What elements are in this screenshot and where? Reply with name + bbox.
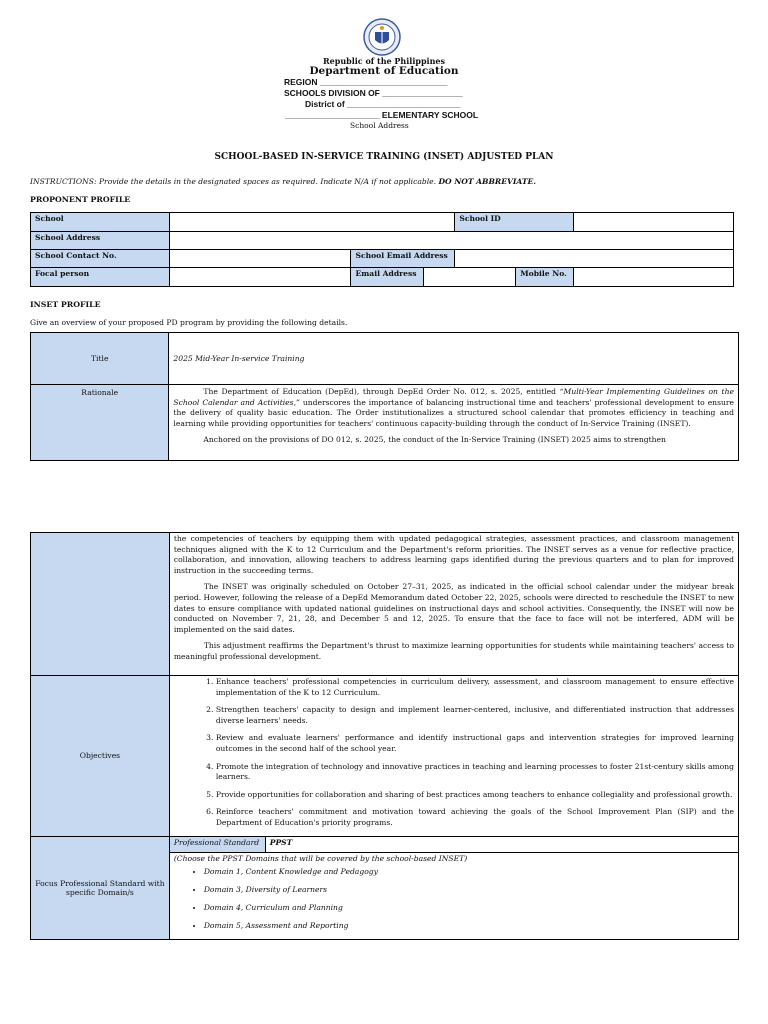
mobile-label: Mobile No. bbox=[516, 268, 574, 287]
school-email-label: School Email Address bbox=[351, 250, 455, 268]
objective-item: 2. Strengthen teachers' capacity to design and implement learner-centered, inclusive, and differentiated instruction that addresses diverse learners' needs. bbox=[216, 705, 734, 726]
title-label: Title bbox=[31, 333, 169, 385]
school-label: School bbox=[31, 213, 170, 232]
objective-item: 3. Review and evaluate learners' performance and identify instructional gaps and intervention strategies for improved learning outcomes in the second half of the school year. bbox=[216, 733, 734, 754]
focal-person-label: Focal person bbox=[31, 268, 170, 287]
inset-table-page1 bbox=[30, 332, 739, 461]
district-line: District of ________________________ bbox=[305, 99, 461, 109]
proponent-table bbox=[30, 212, 734, 287]
domain-item: • Domain 5, Assessment and Reporting bbox=[204, 921, 734, 931]
focus-standard-label: Focus Professional Standard with specific Domain/s bbox=[31, 836, 170, 939]
professional-standard-value: PPST bbox=[265, 836, 738, 852]
focal-person-field[interactable] bbox=[169, 268, 351, 287]
mobile-field[interactable] bbox=[574, 268, 734, 287]
division-line: SCHOOLS DIVISION OF _________________ bbox=[284, 88, 463, 98]
overview-text: Give an overview of your proposed PD program by providing the following details. bbox=[30, 318, 348, 327]
rationale-p1-order-title: “Multi-Year Implementing Guidelines on the School Calendar and Activities,” bbox=[173, 387, 734, 407]
objectives-label: Objectives bbox=[31, 676, 170, 837]
email-field[interactable] bbox=[424, 268, 516, 287]
school-email-field[interactable] bbox=[455, 250, 734, 268]
title-value: 2025 Mid-Year In-service Training bbox=[169, 333, 739, 385]
school-contact-field[interactable] bbox=[169, 250, 351, 268]
document-title: SCHOOL-BASED IN-SERVICE TRAINING (INSET) ADJUSTED PLAN bbox=[214, 152, 554, 162]
school-id-label: School ID bbox=[455, 213, 574, 232]
rationale-paragraph-2: Anchored on the provisions of DO 012, s. 2025, the conduct of the In-Service Training (INSET) 2025 aims to strengthen bbox=[203, 435, 666, 445]
rationale-continued-cell bbox=[169, 533, 738, 676]
rationale-paragraph-4: This adjustment reaffirms the Department's thrust to maximize learning opportunities for students while maintaining teachers' access to meaningful professional development. bbox=[173, 641, 734, 661]
domains-cell bbox=[169, 852, 738, 939]
proponent-heading: PROPONENT PROFILE bbox=[30, 195, 131, 204]
rationale-p1-c: underscores the importance of balancing instructional time and teachers' professional development to ensure the delivery of quality basic education. The Order institutionalizes a structured school calendar that promotes efficiency in teaching and learning while providing opportunities for teachers' continuous capacity-building through the conduct of In-Service Training (INSET). bbox=[173, 397, 734, 428]
objective-item: 4. Promote the integration of technology and innovative practices in teaching and learning processes to foster 21st-century skills among learners. bbox=[216, 762, 734, 783]
school-name-line: ____________________ ELEMENTARY SCHOOL bbox=[285, 110, 479, 120]
rationale-label: Rationale bbox=[31, 385, 169, 461]
rationale-paragraph-2-cont: the competencies of teachers by equipping them with updated pedagogical strategies, assessment practices, and classroom management techniques aligned with the K to 12 Curriculum and the Department's reform priorities. The INSET serves as a venue for reflective practice, collaboration, and innovation, allowing teachers to address learning gaps identified during the previous quarters and to plan for improved instruction in the succeeding terms. bbox=[173, 534, 734, 575]
school-address-caption: School Address bbox=[350, 121, 409, 130]
objectives-cell bbox=[169, 676, 738, 837]
domain-item: • Domain 4, Curriculum and Planning bbox=[204, 903, 734, 913]
school-field[interactable] bbox=[169, 213, 455, 232]
instructions-text: INSTRUCTIONS: Provide the details in the designated spaces as required. Indicate N/A if not applicable. bbox=[30, 177, 439, 186]
republic-line: Republic of the Philippines bbox=[322, 56, 445, 66]
deped-seal bbox=[363, 18, 401, 56]
objective-item: 6. Reinforce teachers' commitment and motivation toward achieving the goals of the School Improvement Plan (SIP) and the Department of Education's priority programs. bbox=[216, 807, 734, 828]
rationale-paragraph-1 bbox=[173, 387, 734, 429]
objective-item: 1. Enhance teachers' professional competencies in curriculum delivery, assessment, and classroom management to ensure effective implementation of the K to 12 Curriculum. bbox=[216, 677, 734, 698]
rationale-paragraph-3: The INSET was originally scheduled on October 27–31, 2025, as indicated in the official school calendar under the midyear break period. However, following the release of a DepEd Memorandum dated October 22, 2025, schools were directed to reschedule the INSET to new dates to ensure compliance with updated national guidelines on instructional days and school activities. Consequently, the INSET will now be conducted on November 7, 21, 28, and December 5 and 12, 2025. To ensure that the face to face will not be interfered, ADM will be implemented on the said dates. bbox=[173, 582, 734, 634]
email-label: Email Address bbox=[351, 268, 424, 287]
inset-table-page2 bbox=[30, 532, 739, 940]
domain-item: • Domain 1, Content Knowledge and Pedagogy bbox=[204, 867, 734, 877]
region-line: REGION ___________________________ bbox=[284, 77, 448, 87]
instructions bbox=[30, 177, 536, 186]
objective-item: 5. Provide opportunities for collaboration and sharing of best practices among teachers to enhance collegiality and professional growth. bbox=[216, 790, 734, 801]
instructions-emphasis: DO NOT ABBREVIATE. bbox=[438, 177, 536, 186]
objectives-list bbox=[174, 677, 734, 829]
school-id-field[interactable] bbox=[574, 213, 734, 232]
school-address-field[interactable] bbox=[169, 232, 733, 250]
school-address-label: School Address bbox=[31, 232, 170, 250]
professional-standard-label: Professional Standard bbox=[169, 836, 265, 852]
inset-heading: INSET PROFILE bbox=[30, 300, 101, 309]
school-contact-label: School Contact No. bbox=[31, 250, 170, 268]
department-line: Department of Education bbox=[309, 65, 459, 77]
domain-note: (Choose the PPST Domains that will be covered by the school-based INSET) bbox=[173, 853, 468, 863]
rationale-p1-a: The Department of Education (DepEd), through DepEd Order No. 012, s. 2025, entitled bbox=[203, 387, 560, 396]
domain-item: • Domain 3, Diversity of Learners bbox=[204, 885, 734, 895]
domains-list bbox=[174, 867, 734, 931]
rationale-label-continued bbox=[31, 533, 170, 676]
rationale-cell bbox=[169, 385, 739, 461]
